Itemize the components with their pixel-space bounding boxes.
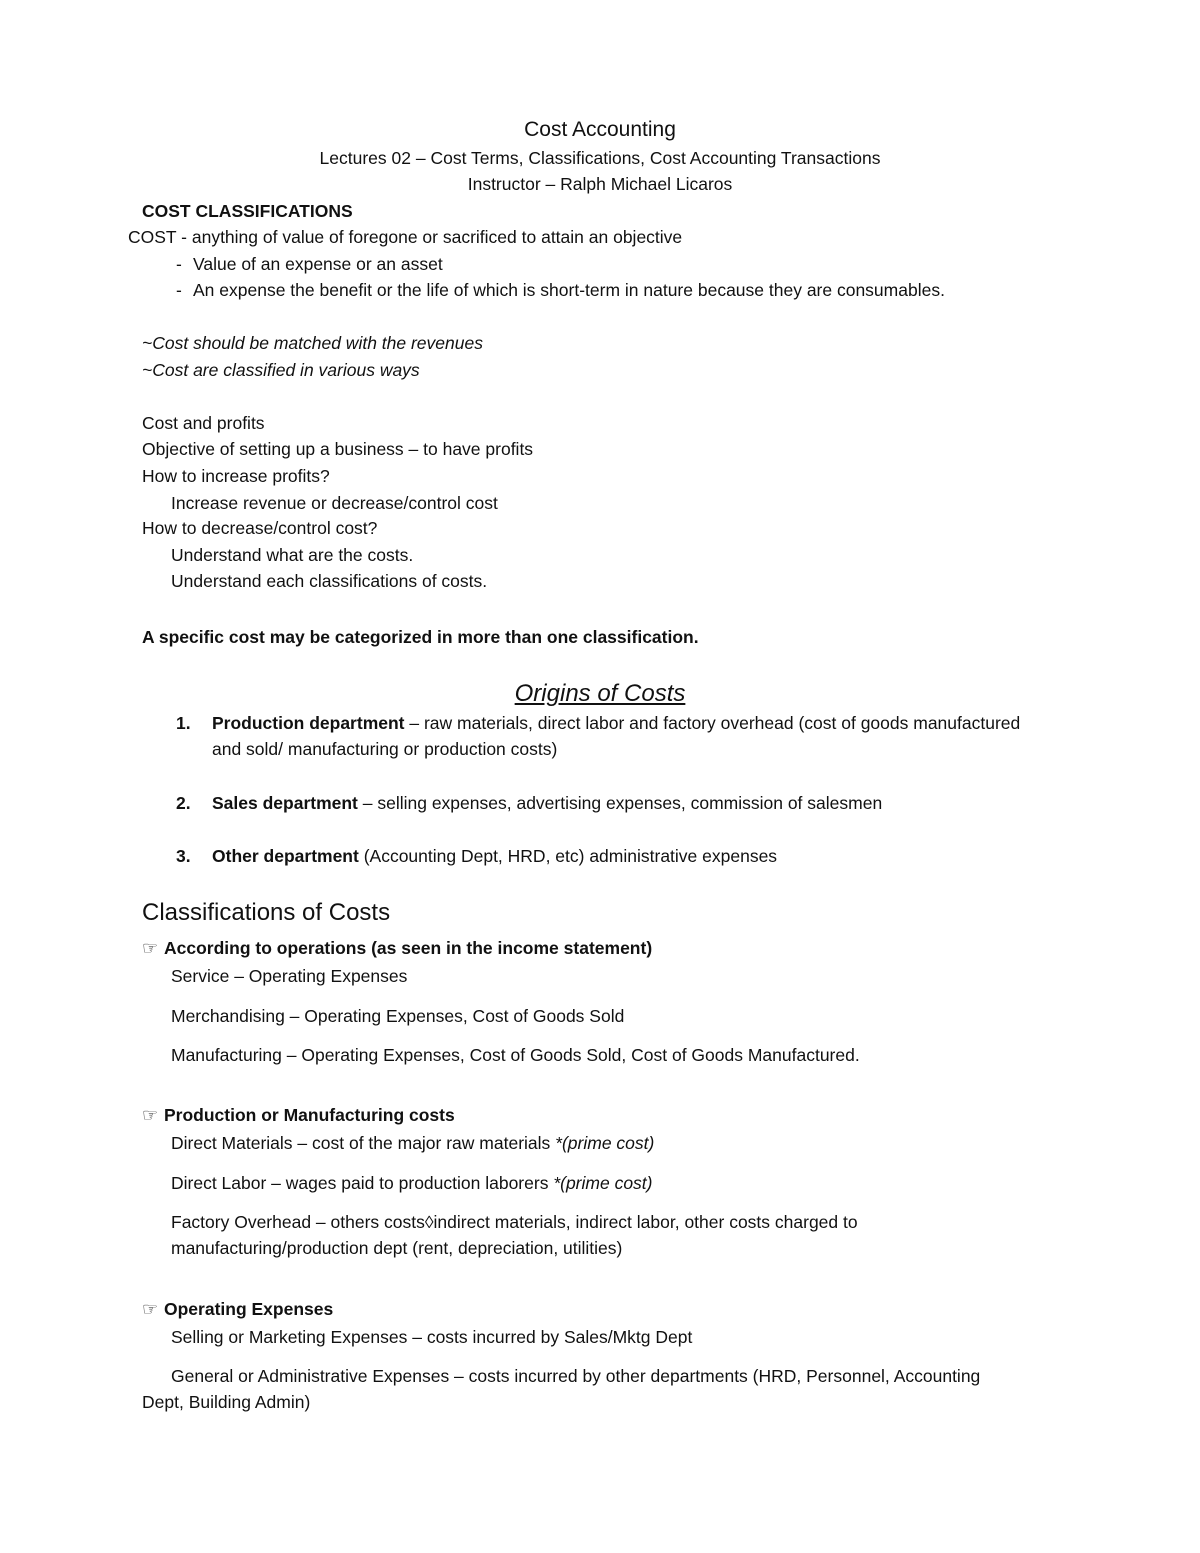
group-heading-text: Operating Expenses: [164, 1299, 334, 1319]
profits-line: How to increase profits?: [142, 466, 330, 486]
bold-statement: A specific cost may be categorized in more than one classification.: [142, 627, 699, 647]
profits-line: Cost and profits: [142, 413, 265, 433]
origin-item: [176, 710, 1046, 762]
origin-text: – raw materials, direct labor and factory overhead (cost of goods manufactured and sold/ manufacturing or production costs): [212, 713, 1021, 759]
group-item: Manufacturing – Operating Expenses, Cost of Goods Sold, Cost of Goods Manufactured.: [171, 1045, 860, 1065]
origin-label: Production department: [212, 713, 405, 733]
cost-classifications-heading: COST CLASSIFICATIONS: [142, 201, 353, 221]
prime-cost-note: *(prime cost): [553, 1173, 653, 1193]
profits-line: Increase revenue or decrease/control cost: [171, 493, 498, 513]
group-item-text: Direct Materials – cost of the major raw materials: [171, 1133, 556, 1153]
pointing-hand-icon: ☞: [142, 1299, 159, 1319]
origin-number: 2.: [176, 793, 191, 813]
dash-marker: -: [176, 280, 182, 300]
group-item: General or Administrative Expenses – costs incurred by other departments (HRD, Personnel, Accounting Dept, Building Admin): [142, 1366, 981, 1412]
group-item: [171, 1170, 653, 1196]
origin-number: 1.: [176, 713, 191, 733]
prime-cost-note: *(prime cost): [555, 1133, 655, 1153]
origin-item: [176, 843, 1046, 869]
profits-line: How to decrease/control cost?: [142, 518, 378, 538]
lecture-subtitle: Lectures 02 – Cost Terms, Classifications, Cost Accounting Transactions: [319, 148, 881, 168]
origin-text: (Accounting Dept, HRD, etc) administrative expenses: [358, 846, 778, 866]
pointing-hand-icon: ☞: [142, 1105, 159, 1125]
dash-marker: -: [176, 254, 182, 274]
group-item: Selling or Marketing Expenses – costs incurred by Sales/Mktg Dept: [171, 1327, 693, 1347]
group-heading: [142, 1102, 455, 1128]
cost-bullet-text: An expense the benefit or the life of which is short-term in nature because they are consumables.: [193, 280, 945, 300]
origin-text: – selling expenses, advertising expenses, commission of salesmen: [357, 793, 883, 813]
cost-note: ~Cost are classified in various ways: [142, 360, 420, 380]
group-heading-text: Production or Manufacturing costs: [164, 1105, 455, 1125]
group-item: Merchandising – Operating Expenses, Cost of Goods Sold: [171, 1006, 625, 1026]
group-item: [171, 1130, 654, 1156]
group-heading: [142, 935, 652, 961]
cost-definition: COST - anything of value of foregone or sacrificed to attain an objective: [128, 227, 683, 247]
origin-number: 3.: [176, 846, 191, 866]
classifications-title: Classifications of Costs: [142, 899, 391, 926]
instructor-line: Instructor – Ralph Michael Licaros: [467, 174, 733, 194]
group-item: Factory Overhead – others costs◊indirect materials, indirect labor, other costs charged to manufacturing/production dept (rent, depreciation, utilities): [171, 1212, 858, 1258]
origins-title: Origins of Costs: [514, 680, 686, 707]
profits-line: Understand each classifications of costs.: [171, 571, 488, 591]
group-item: Service – Operating Expenses: [171, 966, 408, 986]
origin-label: Other department: [212, 846, 359, 866]
cost-note: ~Cost should be matched with the revenues: [142, 333, 483, 353]
pointing-hand-icon: ☞: [142, 938, 159, 958]
profits-line: Objective of setting up a business – to have profits: [142, 439, 534, 459]
origin-label: Sales department: [212, 793, 358, 813]
group-item-text: Direct Labor – wages paid to production laborers: [171, 1173, 554, 1193]
group-heading: [142, 1296, 333, 1322]
cost-bullet-text: Value of an expense or an asset: [193, 254, 443, 274]
profits-line: Understand what are the costs.: [171, 545, 414, 565]
origin-item: [176, 790, 1046, 816]
document-title: Cost Accounting: [524, 118, 676, 141]
group-heading-text: According to operations (as seen in the income statement): [164, 938, 653, 958]
